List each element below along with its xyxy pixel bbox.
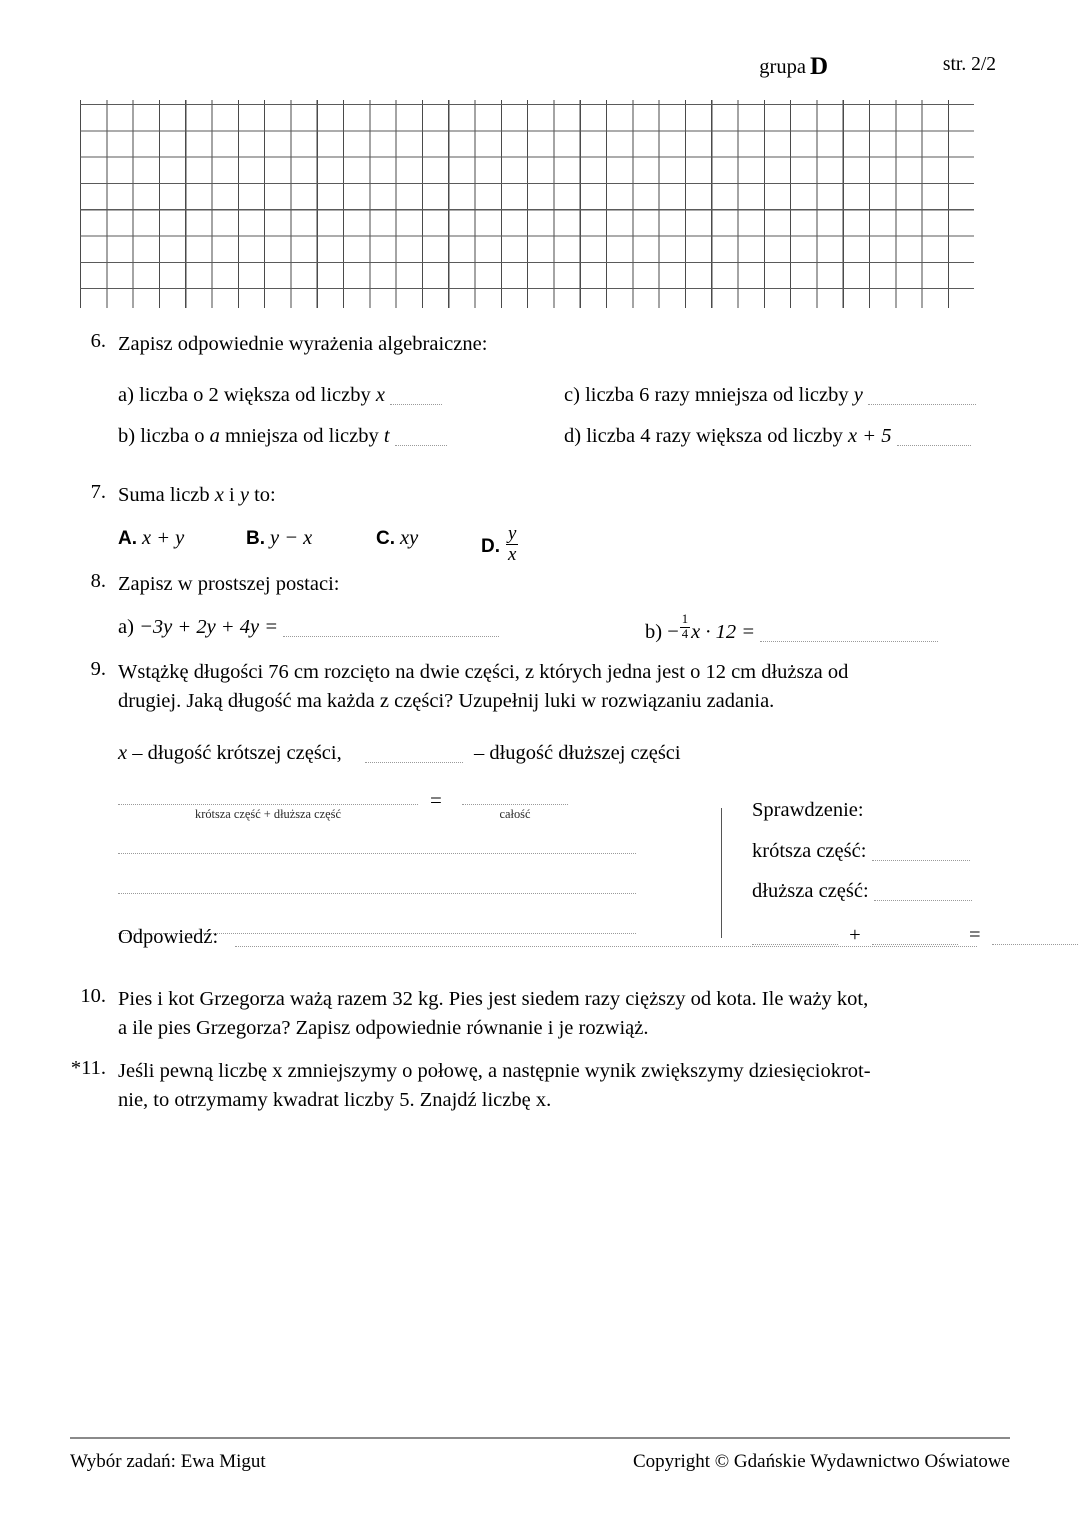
exercise-6-item-b xyxy=(118,422,447,451)
exercise-9-caption-left: krótsza część + dłuższa część xyxy=(195,807,341,822)
item-b-text2: mniejsza od liczby xyxy=(225,425,379,448)
group-label: grupa xyxy=(759,56,806,78)
exercise-8-a-label: a) xyxy=(118,616,134,639)
option-b-letter: B. xyxy=(246,528,265,550)
verification-shorter-blank[interactable] xyxy=(872,840,970,860)
exercise-9-equation-line xyxy=(118,786,698,832)
item-b-label: b) xyxy=(118,425,136,448)
exercise-9-var-x: x xyxy=(118,742,128,765)
item-c-variable: y xyxy=(853,384,863,407)
option-c[interactable] xyxy=(376,524,418,553)
verification-sum-blank-3[interactable] xyxy=(992,924,1078,944)
exercise-10-number: 10. xyxy=(80,985,106,1007)
option-d-fraction xyxy=(506,524,518,565)
exercise-8-b-sign: − xyxy=(667,621,679,644)
exercise-9-answer-label: Odpowiedź: xyxy=(118,926,219,948)
verification-plus-sign: + xyxy=(849,924,861,947)
exercise-10-prompt-line-2: a ile pies Grzegorza? Zapisz odpowiednie równanie i je rozwiąż. xyxy=(118,1017,649,1040)
item-b-variable-a: a xyxy=(209,425,220,448)
exercise-6-row-1 xyxy=(118,381,992,422)
page-number-indicator: str. 2/2 xyxy=(942,54,996,75)
item-c-answer-blank[interactable] xyxy=(868,384,976,404)
exercise-9-work-line-2[interactable] xyxy=(118,893,636,894)
exercise-6-prompt: Zapisz odpowiednie wyrażenia algebraiczne: xyxy=(118,333,488,355)
verification-equals-sign: = xyxy=(968,924,981,947)
exercise-7-prompt-post: to: xyxy=(254,484,276,506)
exercise-8-b-denominator: 4 xyxy=(681,626,689,641)
item-d-answer-blank[interactable] xyxy=(897,425,971,445)
exercise-11-prompt-line-2: nie, to otrzymamy kwadrat liczby 5. Znajdź liczbę x. xyxy=(118,1089,552,1112)
exercise-9 xyxy=(56,658,992,946)
exercise-6-number: 6. xyxy=(90,330,106,352)
option-d-letter: D. xyxy=(481,536,500,558)
exercise-6 xyxy=(56,330,992,463)
exercise-6-item-c xyxy=(564,381,976,410)
item-d-variable: x + 5 xyxy=(848,425,892,448)
exercise-8-b-label: b) xyxy=(645,621,663,644)
exercise-9-definitions xyxy=(118,739,992,768)
exercise-8-item-a xyxy=(118,613,499,642)
item-c-label: c) xyxy=(564,384,580,407)
page-footer xyxy=(70,1437,1010,1497)
verification-title-row xyxy=(752,800,1078,840)
exercise-9-prompt-line-1: Wstążkę długości 76 cm rozcięto na dwie części, z których jedna jest o 12 cm dłuższa od xyxy=(118,661,849,683)
exercise-9-caption-right: całość xyxy=(499,807,531,822)
option-d-numerator: y xyxy=(508,523,517,545)
option-d[interactable] xyxy=(481,524,519,565)
exercise-9-vertical-divider xyxy=(721,808,722,938)
exercise-7-prompt-mid: i xyxy=(229,484,235,506)
exercise-9-prompt-line-2: drugiej. Jaką długość ma każda z części? Uzupełnij luki w rozwiązaniu zadania. xyxy=(118,690,775,713)
exercise-6-item-d xyxy=(564,422,971,451)
exercise-6-row-2 xyxy=(118,422,992,463)
item-b-text: liczba o xyxy=(140,425,205,448)
item-a-variable: x xyxy=(375,384,385,407)
exercise-8-item-b xyxy=(645,613,938,647)
option-c-value: xy xyxy=(400,527,419,550)
exercise-9-longer-part-blank[interactable] xyxy=(365,742,463,762)
verification-longer-row xyxy=(752,880,1078,920)
option-d-denominator: x xyxy=(508,544,517,566)
exercise-9-def-text-1: – długość krótszej części, xyxy=(132,742,342,765)
exercise-7 xyxy=(56,481,992,564)
exercise-9-answer-row xyxy=(118,926,992,949)
exercise-9-work-area xyxy=(118,786,992,946)
option-c-letter: C. xyxy=(376,528,395,550)
option-a-value: x + y xyxy=(142,527,185,550)
footer-divider xyxy=(70,1437,1010,1439)
group-indicator xyxy=(759,52,828,80)
verification-longer-label: dłuższa część: xyxy=(752,880,869,903)
exercise-8-b-numerator: 1 xyxy=(681,612,689,627)
exercise-7-prompt-pre: Suma liczb xyxy=(118,484,210,506)
exercise-8-answer-row xyxy=(118,613,992,653)
exercise-6-item-a xyxy=(118,381,442,410)
item-b-variable-t: t xyxy=(383,425,390,448)
grid-horizontal-lines xyxy=(80,104,974,304)
item-a-label: a) xyxy=(118,384,134,407)
exercise-9-equation-equals: = xyxy=(430,788,442,813)
exercise-8-a-expression: −3y + 2y + 4y = xyxy=(139,616,279,639)
option-b[interactable] xyxy=(246,524,312,553)
verification-longer-blank[interactable] xyxy=(874,880,972,900)
item-d-label: d) xyxy=(564,425,582,448)
footer-copyright: Copyright © Gdańskie Wydawnictwo Oświatowe xyxy=(632,1451,1010,1472)
exercise-7-var-x: x xyxy=(214,484,224,506)
exercise-10-prompt-line-1: Pies i kot Grzegorza ważą razem 32 kg. Pies jest siedem razy cięższy od kota. Ile waży kot, xyxy=(118,988,869,1010)
exercise-9-equation-left-blank[interactable] xyxy=(118,804,418,805)
exercise-9-equation-right-blank[interactable] xyxy=(462,804,568,805)
item-b-answer-blank[interactable] xyxy=(395,425,447,445)
exercise-7-options xyxy=(118,524,992,564)
exercise-7-number: 7. xyxy=(90,481,106,503)
footer-author: Wybór zadań: Ewa Migut xyxy=(70,1451,266,1472)
exercise-9-work-line-1[interactable] xyxy=(118,853,636,854)
item-d-text: liczba 4 razy większa od liczby xyxy=(586,425,843,448)
exercise-8-a-answer-blank[interactable] xyxy=(283,616,499,636)
exercise-8-b-expression: x · 12 = xyxy=(691,621,756,644)
verification-shorter-row xyxy=(752,840,1078,880)
exercise-10 xyxy=(56,985,992,1043)
exercise-8-number: 8. xyxy=(90,570,106,592)
exercise-9-number: 9. xyxy=(90,658,106,680)
option-a-letter: A. xyxy=(118,528,137,550)
item-a-text: liczba o 2 większa od liczby xyxy=(139,384,371,407)
exercise-11 xyxy=(56,1057,992,1115)
exercise-8-b-fraction xyxy=(680,613,690,641)
exercise-11-prompt-line-1: Jeśli pewną liczbę x zmniejszymy o połowę, a następnie wynik zwiększymy dziesięciokrot- xyxy=(118,1060,871,1082)
graph-paper-work-area[interactable] xyxy=(80,100,974,308)
verification-shorter-label: krótsza część: xyxy=(752,840,867,863)
exercise-11-number: *11. xyxy=(70,1057,106,1079)
verification-title: Sprawdzenie: xyxy=(752,799,864,822)
group-letter: D xyxy=(809,53,828,80)
exercise-7-var-y: y xyxy=(239,484,249,506)
item-a-answer-blank[interactable] xyxy=(390,384,442,404)
exercise-8-b-answer-blank[interactable] xyxy=(760,621,938,641)
option-a[interactable] xyxy=(118,524,184,553)
page-header xyxy=(80,52,1000,86)
exercise-8-prompt: Zapisz w prostszej postaci: xyxy=(118,573,340,595)
option-b-value: y − x xyxy=(270,527,313,550)
item-c-text: liczba 6 razy mniejsza od liczby xyxy=(585,384,849,407)
exercise-8 xyxy=(56,570,992,653)
exercise-9-answer-blank[interactable] xyxy=(235,926,977,946)
exercise-7-prompt xyxy=(118,481,992,510)
exercise-9-def-text-2: – długość dłuższej części xyxy=(473,742,681,765)
